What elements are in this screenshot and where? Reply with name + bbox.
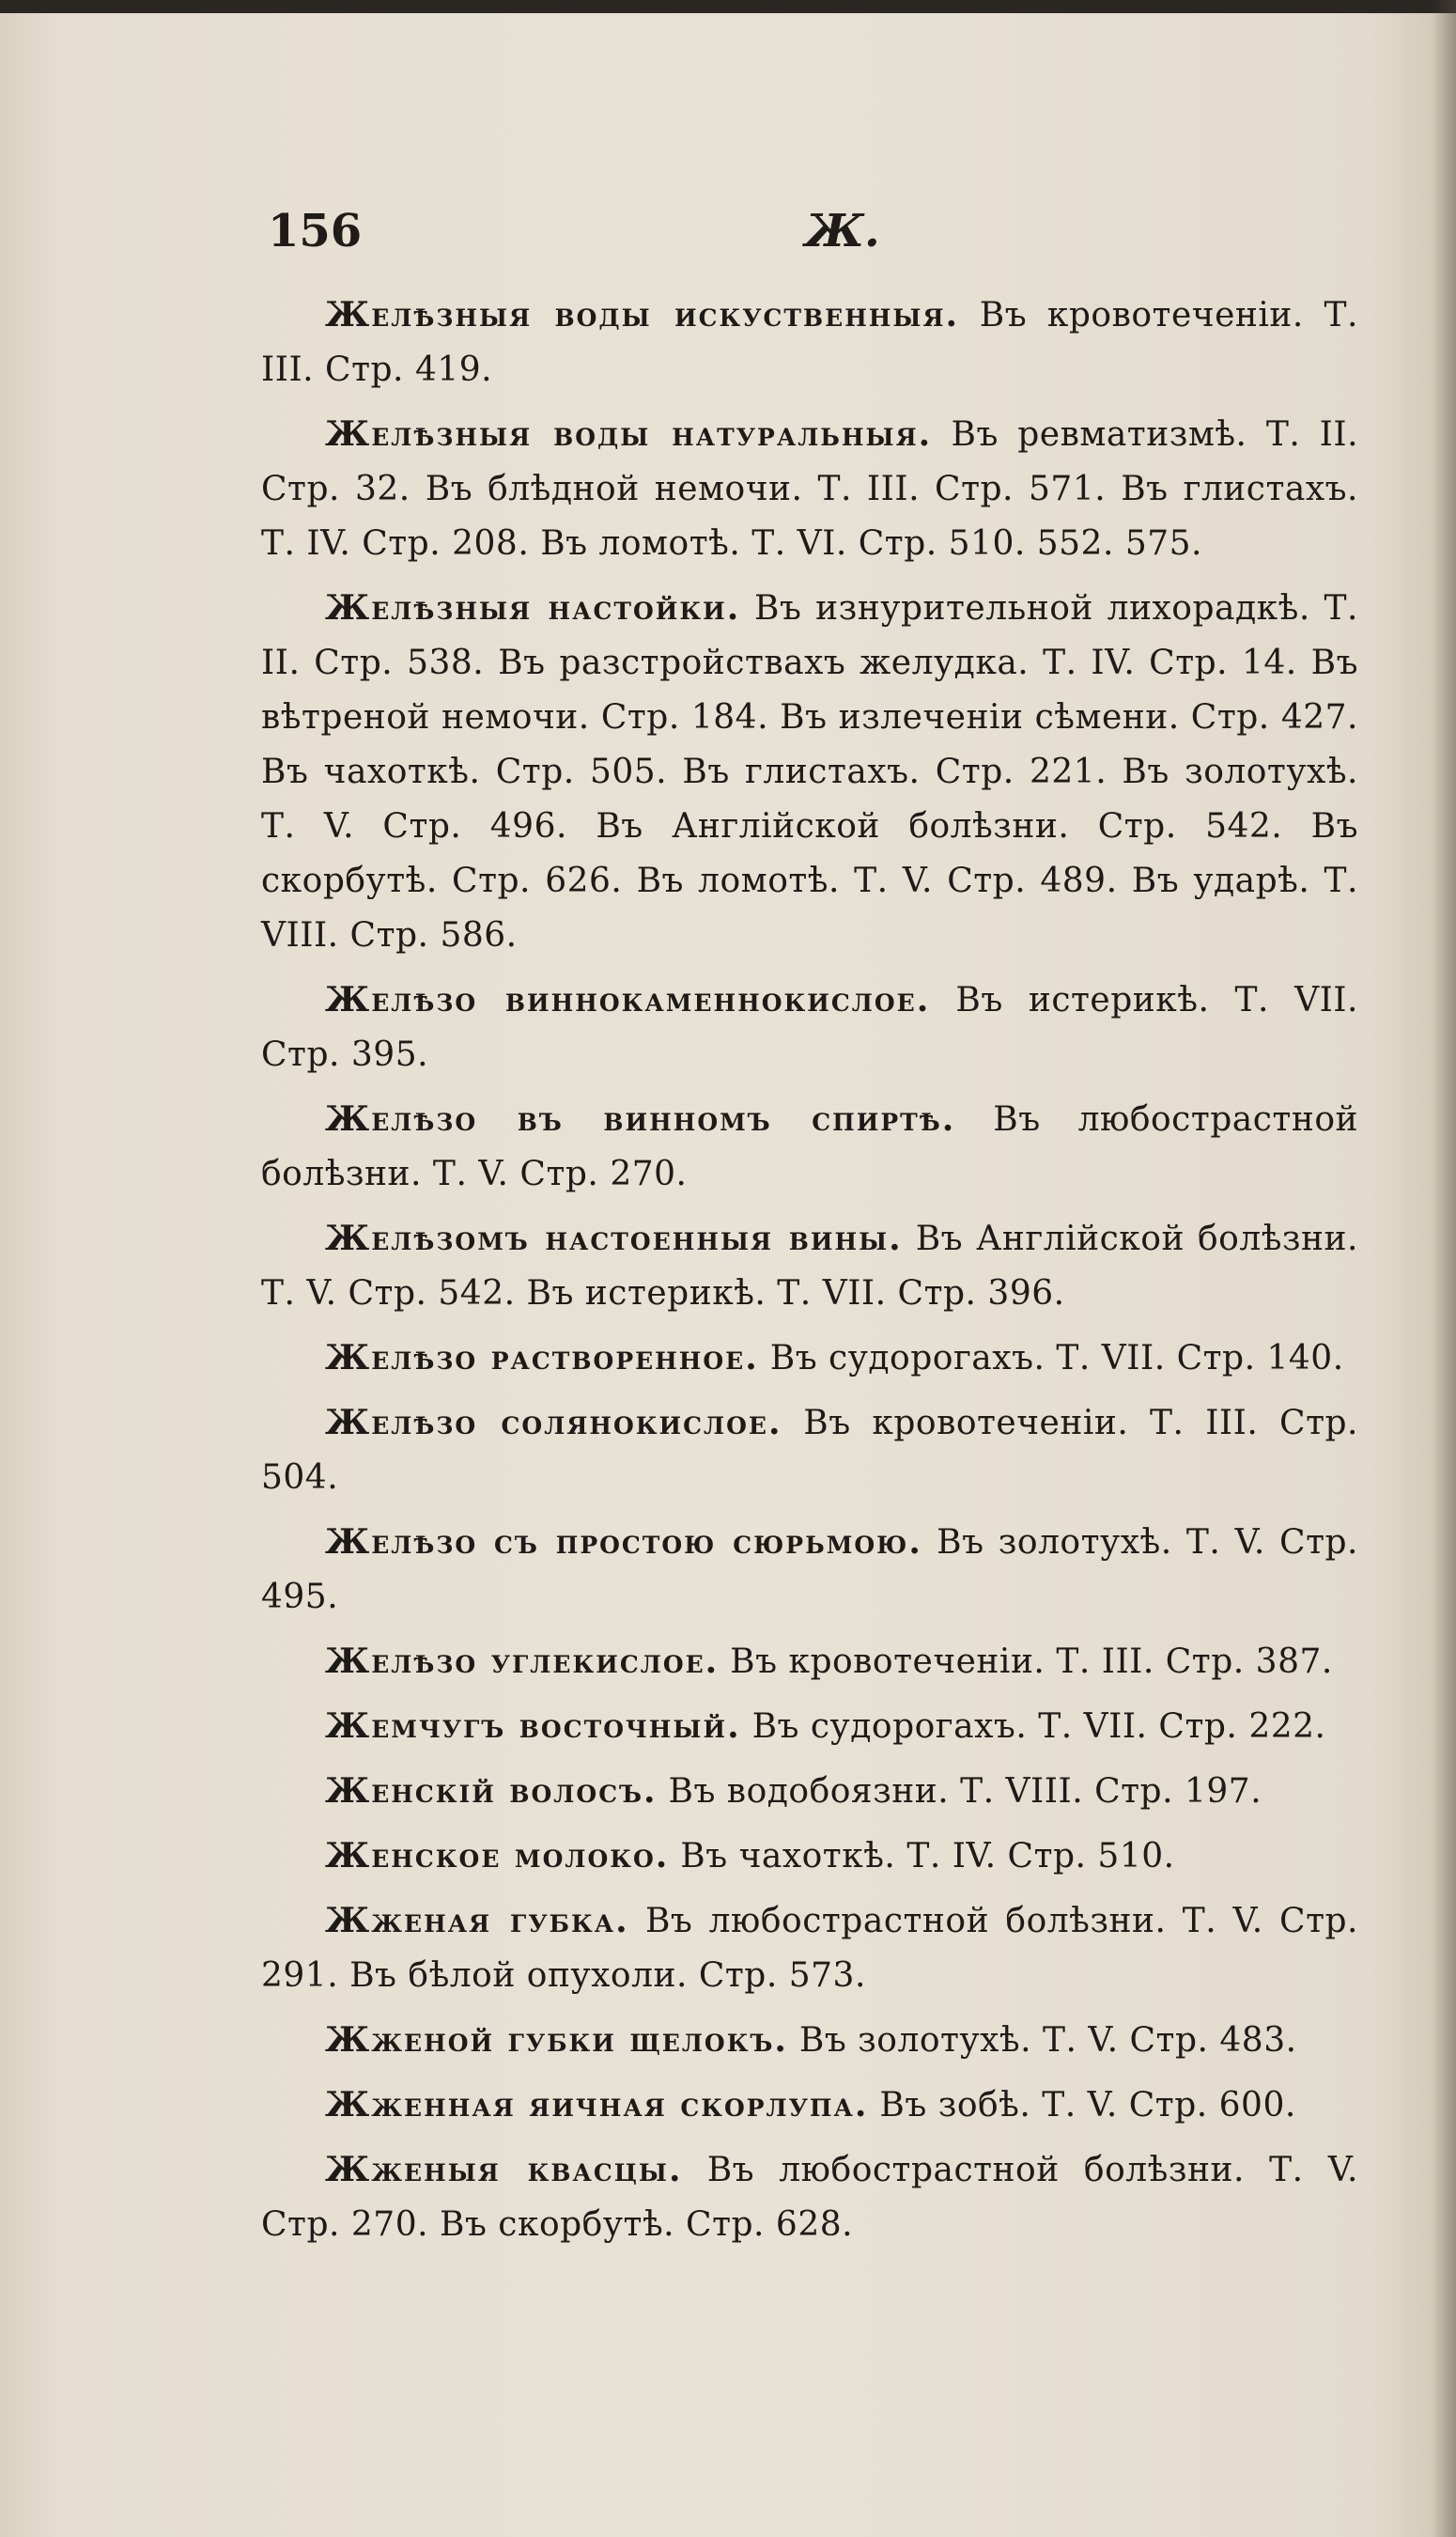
entry-references: Въ зобѣ. Т. V. Стр. 600. bbox=[879, 2086, 1296, 2125]
entry-references: Въ любострастной болѣзни. Т. V. Стр. 270. Въ скорбутѣ. Стр. 628. bbox=[261, 2151, 1358, 2244]
entry-references: Въ любострастной болѣзни. Т. V. Стр. 270. bbox=[261, 1100, 1358, 1193]
entry-term: Желѣзо солянокислое. bbox=[325, 1403, 782, 1442]
entry-term: Желѣзныя воды натуральныя. bbox=[325, 414, 933, 454]
entry-term: Желѣзо въ винномъ спиртѣ. bbox=[325, 1099, 956, 1139]
index-entry bbox=[261, 1331, 1358, 1386]
entry-references: Въ чахоткѣ. Т. IV. Стр. 510. bbox=[680, 1837, 1175, 1876]
entry-references: Въ золотухѣ. Т. V. Стр. 495. bbox=[261, 1523, 1358, 1616]
index-entry bbox=[261, 2142, 1358, 2252]
entry-term: Жженой губки щелокъ. bbox=[325, 2020, 788, 2060]
index-entry bbox=[261, 288, 1358, 397]
entry-term: Жемчугъ восточный. bbox=[325, 1706, 741, 1746]
index-entry bbox=[261, 1634, 1358, 1689]
page-header bbox=[268, 205, 1357, 280]
entry-term: Желѣзо виннокаменнокислое. bbox=[325, 980, 931, 1019]
page-number: 156 bbox=[268, 205, 363, 257]
entry-references: Въ кровотеченіи. Т. III. Стр. 504. bbox=[261, 1404, 1359, 1497]
scan-right-edge bbox=[1432, 0, 1456, 2537]
entry-references: Въ кровотеченіи. Т. III. Стр. 387. bbox=[730, 1642, 1333, 1681]
entry-references: Въ изнурительной лихорадкѣ. Т. II. Стр. 538. Въ разстройствахъ желудка. Т. IV. Стр. 14. Въ вѣтреной немочи. Стр. 184. Въ излеченіи сѣмени. Стр. 427. Въ чахоткѣ. Стр. 505. Въ глистахъ. Стр. 221. Въ золотухѣ. Т. V. Стр. 496. Въ Англійской болѣзни. Стр. 542. Въ скорбутѣ. Стр. 626. Въ ломотѣ. Т. V. Стр. 489. Въ ударѣ. Т. VIII. Стр. 586. bbox=[261, 589, 1358, 955]
entry-term: Желѣзомъ настоенныя вины. bbox=[325, 1219, 903, 1258]
index-entry bbox=[261, 1211, 1358, 1321]
index-entry bbox=[261, 407, 1358, 571]
entry-references: Въ золотухѣ. Т. V. Стр. 483. bbox=[798, 2021, 1297, 2060]
scan-top-edge bbox=[0, 0, 1456, 13]
entry-references: Въ ревматизмѣ. Т. II. Стр. 32. Въ блѣдной немочи. Т. III. Стр. 571. Въ глистахъ. Т. IV. Стр. 208. Въ ломотѣ. Т. VI. Стр. 510. 552. 575. bbox=[261, 415, 1359, 563]
index-entry bbox=[261, 973, 1358, 1082]
index-entry bbox=[261, 1764, 1358, 1819]
entry-term: Желѣзо растворенное. bbox=[325, 1338, 759, 1377]
entry-term: Желѣзо углекислое. bbox=[325, 1642, 720, 1681]
entry-references: Въ истерикѣ. Т. VII. Стр. 395. bbox=[261, 981, 1358, 1074]
entry-term: Жженыя квасцы. bbox=[325, 2150, 683, 2189]
index-entry bbox=[261, 1092, 1358, 1202]
index-entry bbox=[261, 1699, 1358, 1754]
entry-references: Въ кровотеченіи. Т. III. Стр. 419. bbox=[261, 296, 1358, 389]
entry-term: Женское молоко. bbox=[325, 1836, 670, 1876]
entry-term: Жженная яичная скорлупа. bbox=[325, 2085, 869, 2125]
entry-term: Желѣзо съ простою сюрьмою. bbox=[325, 1522, 922, 1562]
section-letter: Ж. bbox=[805, 205, 880, 257]
entry-references: Въ Англійской болѣзни. Т. V. Стр. 542. Въ истерикѣ. Т. VII. Стр. 396. bbox=[261, 1220, 1358, 1313]
index-entry bbox=[261, 1515, 1358, 1625]
index-entry bbox=[261, 2013, 1358, 2068]
entry-term: Желѣзныя настойки. bbox=[325, 588, 741, 628]
index-entry bbox=[261, 1829, 1358, 1884]
index-entry bbox=[261, 2078, 1358, 2133]
index-entry bbox=[261, 1395, 1358, 1505]
entry-term: Женскій волосъ. bbox=[325, 1771, 658, 1811]
index-entries bbox=[261, 288, 1358, 2262]
entry-references: Въ любострастной болѣзни. Т. V. Стр. 291. Въ бѣлой опухоли. Стр. 573. bbox=[261, 1902, 1358, 1995]
entry-term: Жженая губка. bbox=[325, 1901, 629, 1940]
entry-term: Желѣзныя воды искуственныя. bbox=[325, 295, 960, 335]
entry-references: Въ судорогахъ. Т. VII. Стр. 140. bbox=[769, 1339, 1344, 1377]
entry-references: Въ водобоязни. Т. VIII. Стр. 197. bbox=[668, 1772, 1262, 1811]
entry-references: Въ судорогахъ. Т. VII. Стр. 222. bbox=[751, 1707, 1326, 1746]
index-entry bbox=[261, 581, 1358, 963]
index-entry bbox=[261, 1893, 1358, 2003]
